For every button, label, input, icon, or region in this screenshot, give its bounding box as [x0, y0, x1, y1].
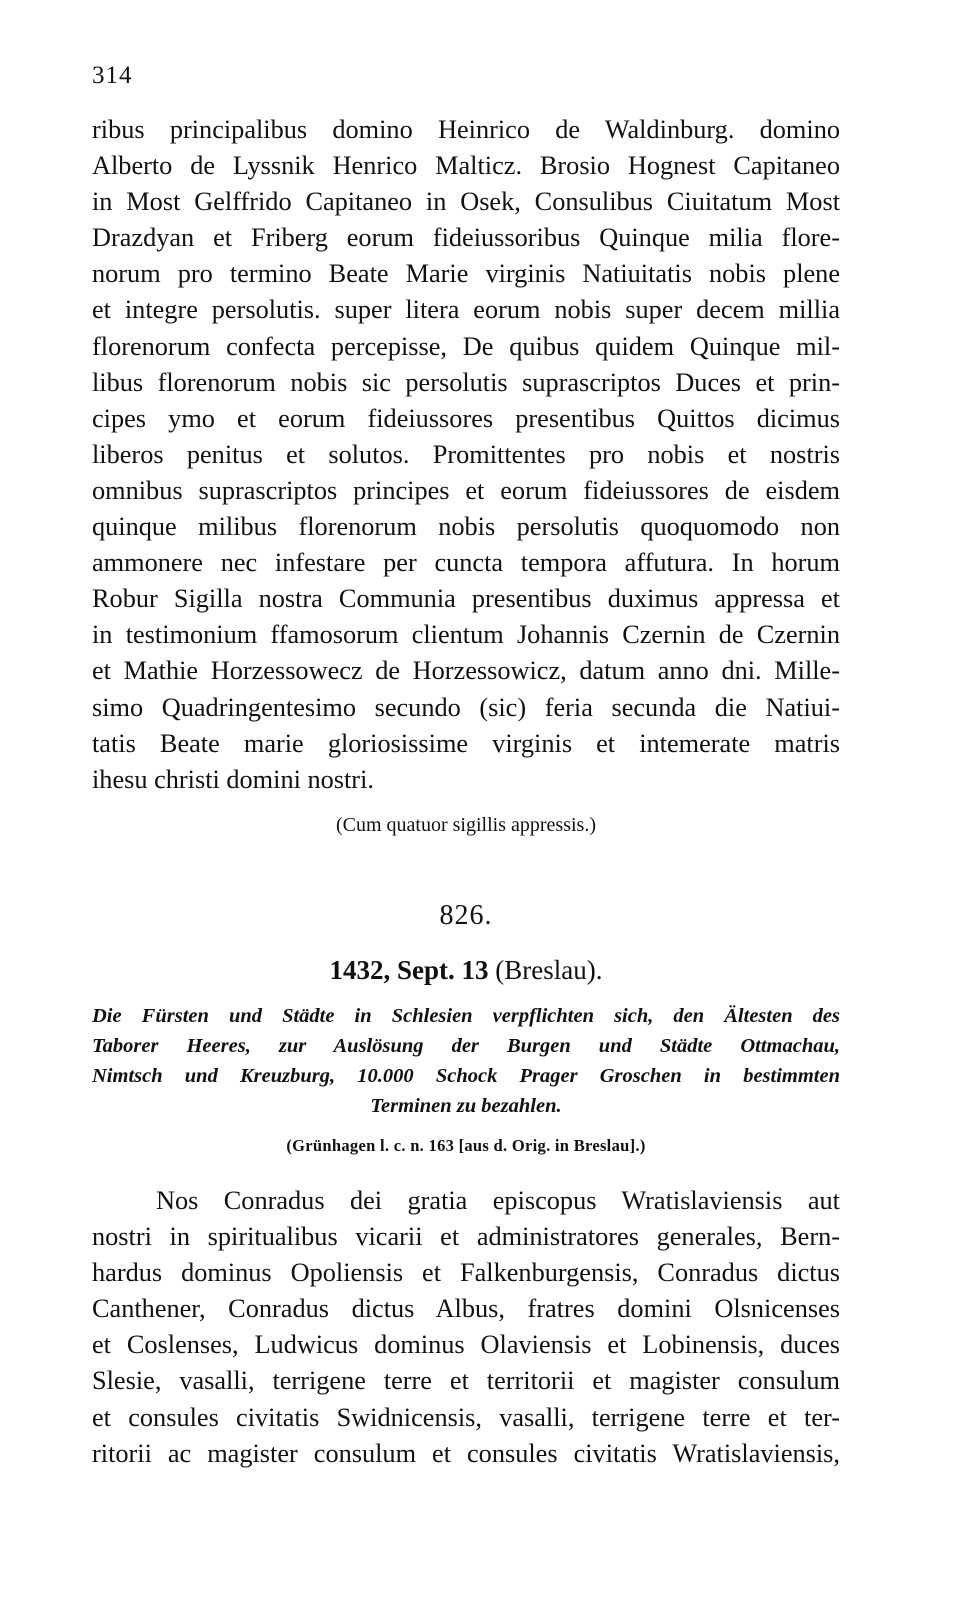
text-line: norum pro termino Beate Marie virginis Natiuitatis nobis plene — [92, 259, 840, 289]
text-line: omnibus suprascriptos principes et eorum fideiussores de eisdem — [92, 475, 840, 505]
text-line: Robur Sigilla nostra Communia presentibus duximus appressa et — [92, 584, 840, 614]
text-line: ritorii ac magister consulum et consules civitatis Wratislaviensis, — [92, 1438, 840, 1468]
text-line: Nos Conradus dei gratia episcopus Wratislaviensis aut — [156, 1186, 840, 1215]
text-line: liberos penitus et solutos. Promittentes pro nobis et nostris — [92, 439, 840, 469]
text-line: ammonere nec infestare per cuncta tempora affutura. In horum — [92, 548, 840, 578]
body-paragraph — [92, 1183, 840, 1472]
text-line: Alberto de Lyssnik Henrico Malticz. Brosio Hognest Capitaneo — [92, 151, 840, 181]
summary-line: Taborer Heeres, zur Auslösung der Burgen und Städte Ottmachau, — [92, 1035, 840, 1057]
document-number: 826. — [439, 900, 493, 931]
summary-line: Terminen zu bezahlen. — [370, 1095, 562, 1117]
text-line: hardus dominus Opoliensis et Falkenburgensis, Conradus dictus — [92, 1258, 840, 1288]
text-line: quinque milibus florenorum nobis persolutis quoquomodo non — [92, 512, 840, 542]
source-note: (Grünhagen l. c. n. 163 [aus d. Orig. in Breslau].) — [286, 1136, 646, 1155]
summary-line: Die Fürsten und Städte in Schlesien verpflichten sich, den Ältesten des — [92, 1005, 840, 1027]
document-place: (Breslau). — [495, 955, 603, 985]
document-date: 1432, Sept. 13 — [329, 955, 489, 985]
text-line: Canthener, Conradus dictus Albus, fratres domini Olsnicenses — [92, 1294, 840, 1324]
text-line: cipes ymo et eorum fideiussores presentibus Quittos dicimus — [92, 403, 840, 433]
text-line: libus florenorum nobis sic persolutis suprascriptos Duces et prin- — [92, 367, 840, 397]
summary-line: Nimtsch und Kreuzburg, 10.000 Schock Prager Groschen in bestimmten — [92, 1065, 840, 1087]
document-summary — [92, 1001, 840, 1121]
seal-note: (Cum quatuor sigillis appressis.) — [336, 814, 596, 836]
text-line: Slesie, vasalli, terrigene terre et territorii et magister consulum — [92, 1366, 840, 1396]
text-line: in testimonium ffamosorum clientum Johannis Czernin de Czernin — [92, 620, 840, 650]
text-line: et consules civitatis Swidnicensis, vasalli, terrigene terre et ter- — [92, 1402, 840, 1432]
text-line: tatis Beate marie gloriosissime virginis et intemerate matris — [92, 728, 840, 758]
text-line: in Most Gelffrido Capitaneo in Osek, Consulibus Ciuitatum Most — [92, 187, 840, 217]
text-line: ihesu christi domini nostri. — [92, 764, 374, 794]
text-line: et integre persolutis. super litera eorum nobis super decem millia — [92, 295, 840, 325]
page-number: 314 — [92, 62, 133, 89]
text-line: simo Quadringentesimo secundo (sic) feria secunda die Natiui- — [92, 692, 840, 722]
text-line: Drazdyan et Friberg eorum fideiussoribus Quinque milia flore- — [92, 223, 840, 253]
text-line: et Coslenses, Ludwicus dominus Olaviensis et Lobinensis, duces — [92, 1330, 840, 1360]
text-line: nostri in spiritualibus vicarii et administratores generales, Bern- — [92, 1222, 840, 1252]
text-line: et Mathie Horzessowecz de Horzessowicz, datum anno dni. Mille- — [92, 656, 840, 686]
top-paragraph — [92, 112, 840, 798]
document-date-heading — [92, 955, 840, 986]
text-line: ribus principalibus domino Heinrico de Waldinburg. domino — [92, 115, 840, 144]
text-line: florenorum confecta percepisse, De quibus quidem Quinque mil- — [92, 331, 840, 361]
